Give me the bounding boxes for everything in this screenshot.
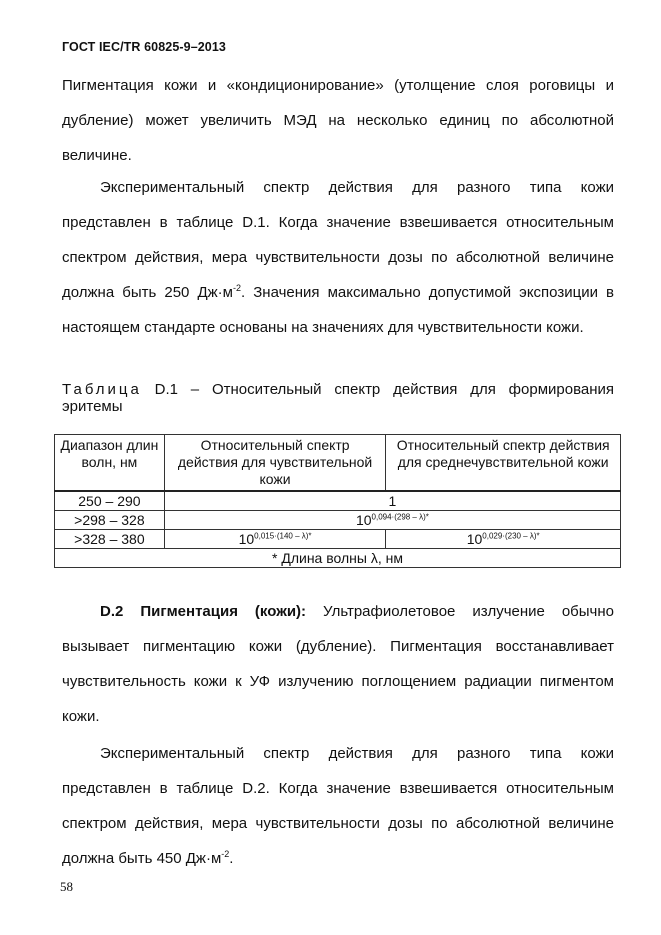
section-title: D.2 Пигментация (кожи): (100, 603, 307, 620)
cell-expression-medium (386, 530, 621, 549)
expression-exponent: 0,029·(230 – λ)* (482, 531, 540, 541)
paragraph-text: Экспериментальный спектр действия для разного типа кожи представлен в таблице D.1. Когда значение взвешивается относительным спектром действия, мера чувствительности дозы по абсолютной величине должна быть 250 Дж·м (62, 179, 614, 301)
paragraph-section-d2 (62, 594, 614, 734)
cell-range: >328 – 380 (55, 530, 165, 549)
paragraph-text-tail: . (229, 850, 234, 867)
cell-value: 1 (164, 491, 620, 511)
page-number: 58 (60, 879, 73, 894)
table-caption-label: Таблица (62, 381, 142, 398)
header-sensitive-skin: Относительный спектр действия для чувствительной кожи (164, 435, 386, 492)
table-footnote-row (55, 549, 621, 568)
header-medium-sensitive-skin: Относительный спектр действия для среднечувствительной кожи (386, 435, 621, 492)
expression-base: 10 (238, 531, 255, 547)
table-header-row (55, 435, 621, 492)
expression-base: 10 (466, 531, 483, 547)
table-caption (62, 381, 614, 415)
cell-range: >298 – 328 (55, 511, 165, 530)
cell-expression-sensitive (164, 530, 386, 549)
cell-expression (164, 511, 620, 530)
unit-exponent: -2 (232, 283, 241, 293)
table-caption-text: D.1 – Относительный спектр действия для формирования эритемы (62, 381, 614, 415)
unit-exponent: -2 (221, 849, 230, 859)
expression-exponent: 0,015·(140 – λ)* (254, 531, 312, 541)
table-footnote: * Длина волны λ, нм (55, 549, 621, 568)
expression-base: 10 (355, 512, 372, 528)
erythema-action-spectrum-table (54, 434, 621, 568)
paragraph-text: Пигментация кожи и «кондиционирование» (утолщение слоя роговицы и дубление) может увеличить МЭД на несколько единиц по абсолютной величине. (62, 77, 614, 164)
header-wavelength-range: Диапазон длин волн, нм (55, 435, 165, 492)
paragraph-action-spectrum-d1 (62, 170, 614, 345)
paragraph-action-spectrum-d2 (62, 736, 614, 876)
paragraph-text: Экспериментальный спектр действия для разного типа кожи представлен в таблице D.2. Когда значение взвешивается относительным спектром действия, мера чувствительности дозы по абсолютной величине должна быть 450 Дж·м (62, 745, 614, 867)
document-header: ГОСТ IEC/TR 60825-9–2013 (62, 40, 226, 54)
table-row (55, 491, 621, 511)
table-row (55, 511, 621, 530)
expression-exponent: 0,094·(298 – λ)* (371, 512, 429, 522)
paragraph-text: Ультрафиолетовое излучение обычно вызывает пигментацию кожи (дубление). Пигментация восстанавливает чувствительность кожи к УФ излучению поглощением радиации пигментом кожи. (62, 603, 614, 725)
cell-range: 250 – 290 (55, 491, 165, 511)
table-row (55, 530, 621, 549)
paragraph-pigmentation-conditioning (62, 68, 614, 173)
paragraph-text-tail: . Значения максимально допустимой экспозиции в настоящем стандарте основаны на значениях для чувствительности кожи. (62, 284, 614, 336)
